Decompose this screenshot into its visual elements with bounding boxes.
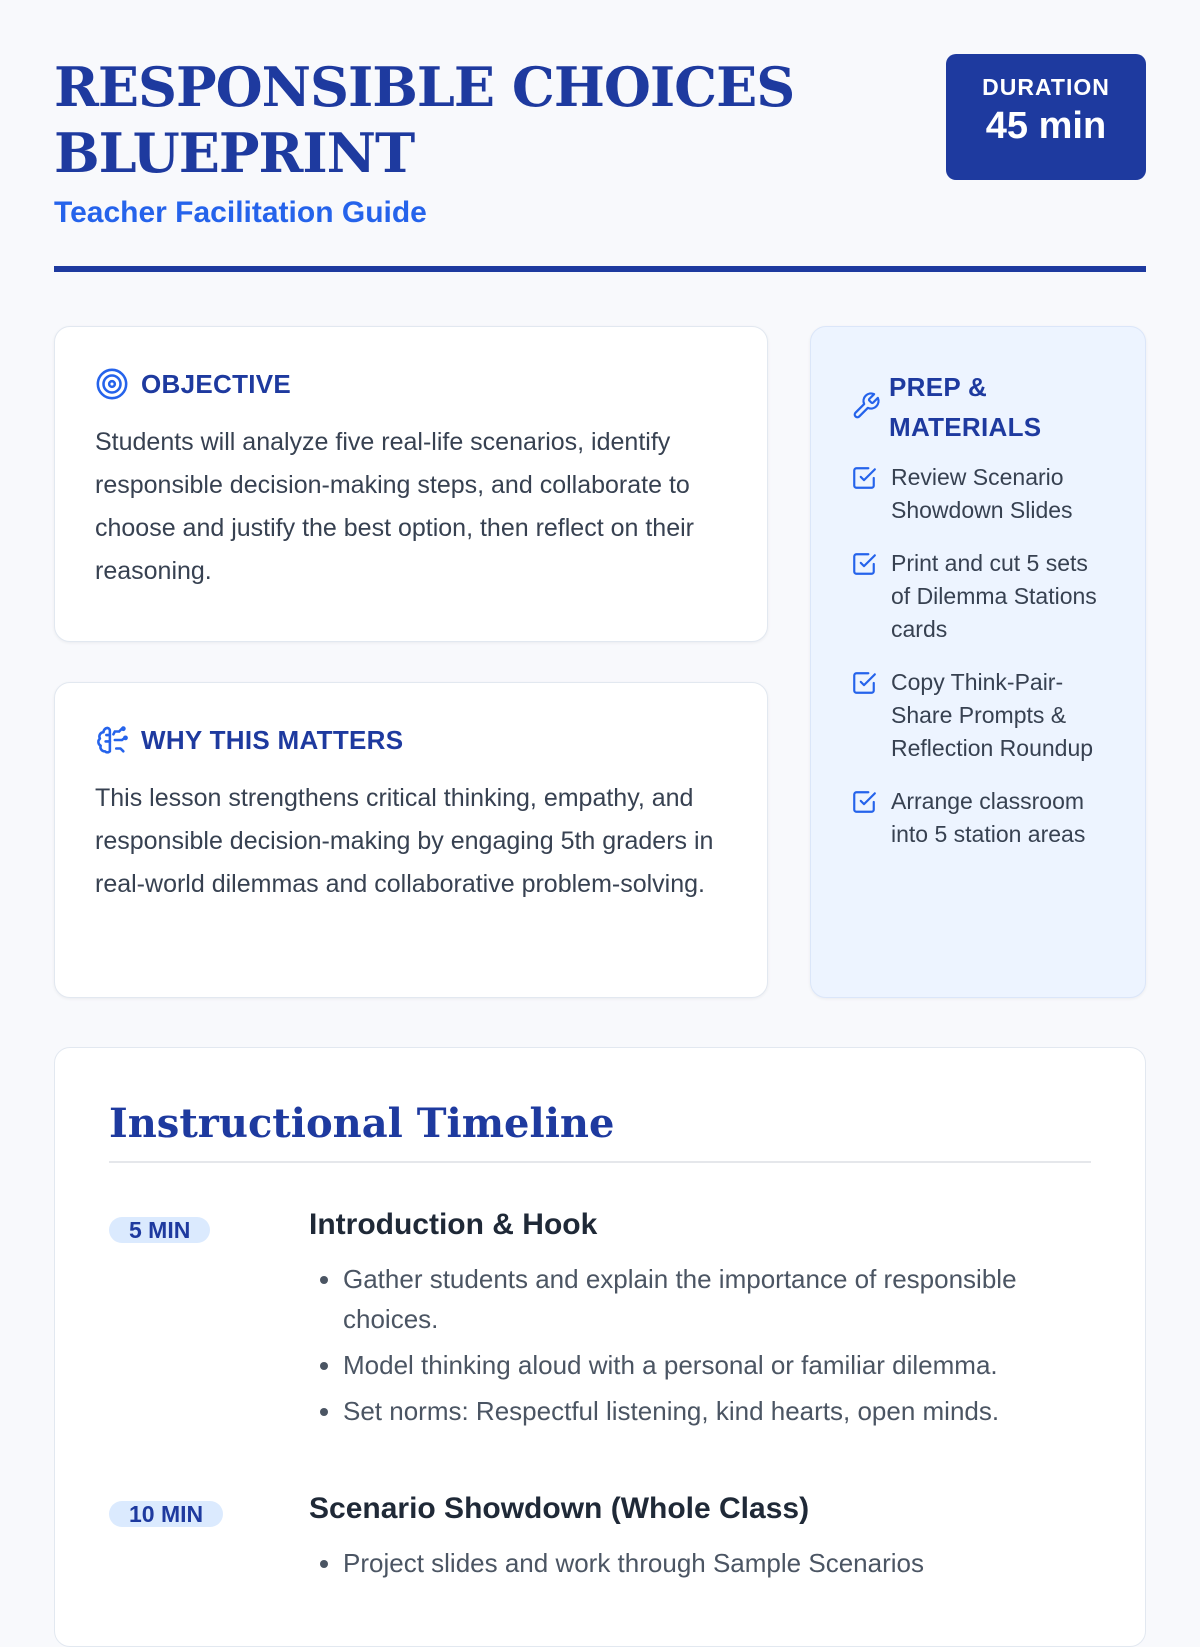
step-bullet: • Model thinking aloud with a personal or familiar dilemma.: [343, 1345, 1091, 1385]
time-pill: 10 MIN: [109, 1501, 223, 1527]
why-matters-heading-label: WHY THIS MATTERS: [141, 724, 404, 755]
target-icon: [95, 367, 129, 401]
instructional-timeline: [54, 1047, 1146, 1647]
checkbox-checked-icon: [851, 465, 877, 491]
title-line-2: BLUEPRINT: [54, 121, 415, 185]
prep-materials-card: [810, 326, 1146, 998]
wrench-icon: [851, 391, 881, 421]
time-pill: 5 MIN: [109, 1217, 210, 1243]
header: [54, 54, 1146, 266]
prep-item: [851, 785, 1109, 851]
checkbox-checked-icon: [851, 789, 877, 815]
objective-heading-label: OBJECTIVE: [141, 368, 292, 399]
duration-badge: [946, 54, 1146, 180]
prep-materials-heading: [851, 367, 1109, 447]
page-title: [54, 54, 834, 186]
overview-grid: [54, 326, 1146, 998]
page-subtitle: Teacher Facilitation Guide: [54, 196, 427, 229]
prep-item-text: Print and cut 5 sets of Dilemma Stations cards: [891, 550, 1097, 642]
objective-text: Students will analyze five real-life scenarios, identify responsible decision-making steps, and collaborate to choose and justify the best option, then reflect on their reasoning.: [95, 428, 694, 585]
prep-heading-line-1: PREP &: [889, 372, 988, 402]
step-bullet: • Set norms: Respectful listening, kind hearts, open minds.: [343, 1391, 1091, 1431]
step-bullets: [309, 1543, 1091, 1583]
checkbox-checked-icon: [851, 551, 877, 577]
objective-card: [54, 326, 768, 642]
why-matters-heading: [95, 723, 727, 757]
step-bullet: • Gather students and explain the importance of responsible choices.: [343, 1259, 1091, 1339]
prep-item: [851, 461, 1109, 527]
why-matters-card: [54, 682, 768, 998]
title-line-1: RESPONSIBLE CHOICES: [54, 55, 795, 119]
header-divider: [54, 266, 1146, 272]
step-bullets: [309, 1259, 1091, 1431]
prep-item-text: Arrange classroom into 5 station areas: [891, 788, 1086, 847]
step-title: Scenario Showdown (Whole Class): [309, 1492, 810, 1525]
timeline-step: [109, 1489, 1091, 1589]
step-bullet: • Project slides and work through Sample Scenarios: [343, 1543, 1091, 1583]
timeline-title: Instructional Timeline: [109, 1100, 1091, 1163]
prep-heading-line-2: MATERIALS: [889, 412, 1042, 442]
prep-item: [851, 666, 1109, 765]
objective-heading: [95, 367, 727, 401]
brain-icon: [95, 723, 129, 757]
prep-item: [851, 547, 1109, 646]
prep-item-text: Review Scenario Showdown Slides: [891, 464, 1073, 523]
step-title: Introduction & Hook: [309, 1208, 598, 1241]
prep-materials-list: [851, 461, 1109, 851]
duration-label: DURATION: [982, 74, 1110, 100]
timeline-step: [109, 1205, 1091, 1437]
duration-value: 45 min: [985, 105, 1107, 147]
prep-item-text: Copy Think-Pair-Share Prompts & Reflection Roundup: [891, 669, 1094, 761]
checkbox-checked-icon: [851, 670, 877, 696]
why-matters-text: This lesson strengthens critical thinking, empathy, and responsible decision-making by engaging 5th graders in real-world dilemmas and collaborative problem-solving.: [95, 784, 714, 898]
